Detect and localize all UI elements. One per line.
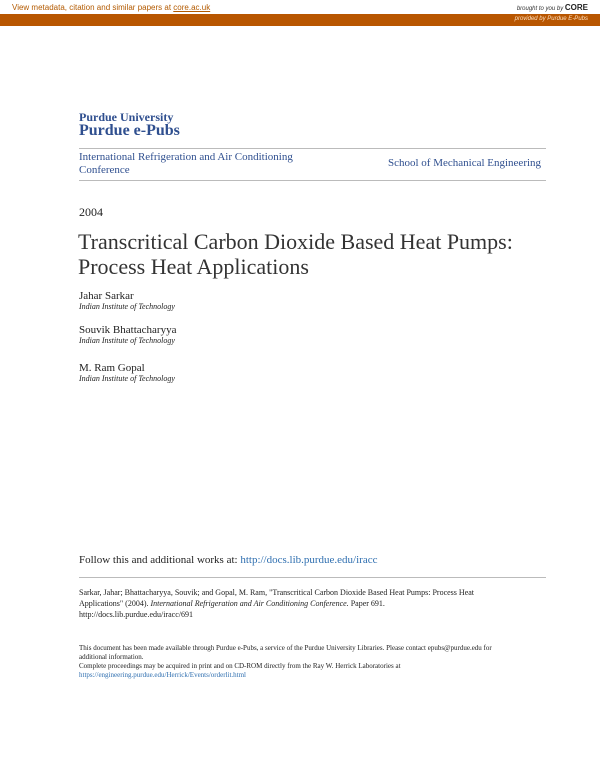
metadata-text: View metadata, citation and similar papers at: [12, 3, 172, 12]
core-banner: [0, 0, 600, 14]
brought-by-text: brought to you by: [516, 6, 564, 12]
author-name[interactable]: Jahar Sarkar: [79, 290, 134, 302]
notice-text: This document has been made available through Purdue e-Pubs, a service of the Purdue University Libraries. Please contact epubs@purdue.edu for additional information.: [79, 644, 492, 661]
notice-text: Complete proceedings may be acquired in print and on CD-ROM directly from the Ray W. Herrick Laboratories at: [79, 662, 401, 670]
provider-text: provided by Purdue E-Pubs: [514, 16, 588, 22]
author: [79, 324, 176, 362]
author: [79, 290, 176, 324]
citation-conference: International Refrigeration and Air Conditioning Conference.: [150, 599, 349, 608]
core-logo[interactable]: CORE: [564, 3, 588, 12]
follow-link[interactable]: http://docs.lib.purdue.edu/iracc: [240, 554, 378, 566]
title-line: Process Heat Applications: [78, 254, 309, 279]
citation-paper: Paper 691.: [350, 599, 385, 608]
conference-link[interactable]: International Refrigeration and Air Conditioning Conference: [79, 151, 293, 176]
follow-text: Follow this and additional works at:: [79, 554, 238, 566]
herrick-link[interactable]: https://engineering.purdue.edu/Herrick/Events/orderlit.html: [79, 671, 246, 679]
author: [79, 362, 176, 383]
author-affiliation: Indian Institute of Technology: [79, 302, 175, 311]
citation-url[interactable]: http://docs.lib.purdue.edu/iracc/691: [79, 610, 193, 619]
core-link[interactable]: core.ac.uk: [173, 3, 211, 12]
follow-line: [79, 554, 377, 566]
paper-title: [78, 229, 513, 279]
author-name[interactable]: Souvik Bhattacharyya: [79, 324, 177, 336]
citation-text: Sarkar, Jahar; Bhattacharyya, Souvik; and Gopal, M. Ram, "Transcritical Carbon Dioxide Based Heat Pumps: Process Heat Applications" (2004).: [79, 588, 475, 608]
title-line: Transcritical Carbon Dioxide Based Heat Pumps:: [78, 229, 513, 254]
author-affiliation: Indian Institute of Technology: [79, 336, 175, 345]
year: 2004: [79, 205, 103, 219]
school-link[interactable]: School of Mechanical Engineering: [388, 157, 542, 169]
author-affiliation: Indian Institute of Technology: [79, 374, 175, 383]
repository-name[interactable]: Purdue e-Pubs: [79, 122, 180, 139]
author-list: [79, 290, 176, 383]
divider: [79, 577, 546, 578]
metadata-notice: [12, 3, 210, 12]
divider: [79, 148, 546, 149]
university-name: Purdue University: [79, 110, 174, 124]
brought-by: [517, 3, 588, 12]
citation: [79, 587, 519, 620]
provider-bar: [0, 14, 600, 26]
divider: [79, 180, 546, 181]
notice: [79, 644, 519, 680]
author-name[interactable]: M. Ram Gopal: [79, 362, 145, 374]
